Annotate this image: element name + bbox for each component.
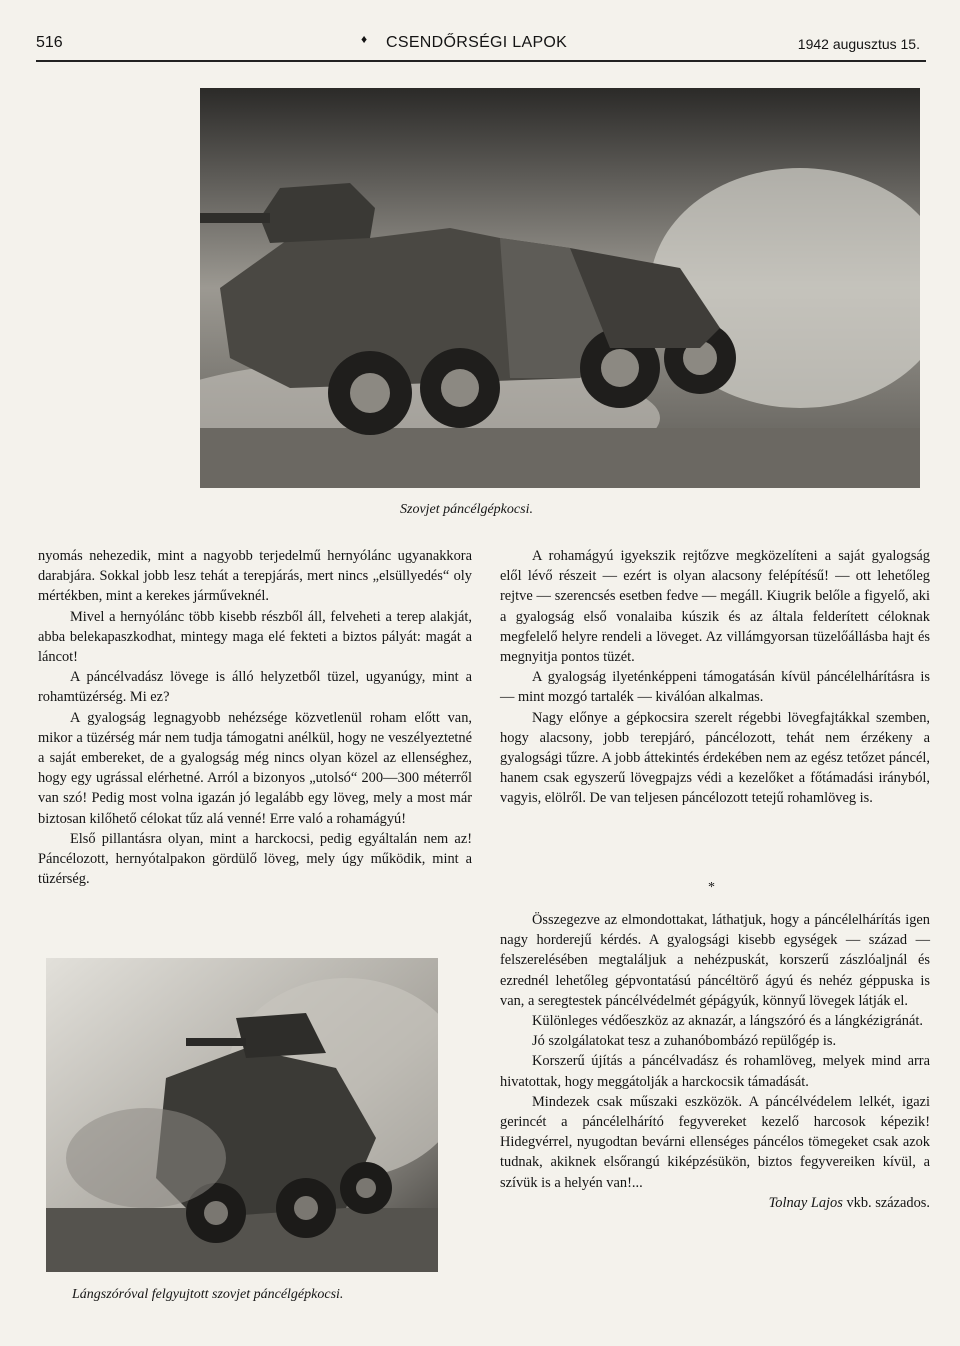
paragraph: Korszerű újítás a páncélvadász és rohamlöveg, melyek mind arra hivatottak, hogy meggátolják a harckocsik támadását. [500, 1053, 930, 1090]
burning-armored-car-photo [46, 958, 438, 1272]
paragraph: Mivel a hernyólánc több kisebb részből áll, felveheti a terep alakját, abba belekapaszkodhat, mintegy maga elé fekteti a biztos pályát: magát a láncot! [38, 608, 472, 666]
left-column [38, 546, 472, 889]
paragraph: A gyalogság ilyeténképpeni támogatásán kívül páncélelhárításra is — mint mozgó tartalék — kiválóan alkalmas. [500, 669, 930, 706]
burning-car-illustration [46, 958, 438, 1272]
paragraph: Mindezek csak műszaki eszközök. A páncélvédelem lelkét, igazi gerincét a páncélelhárító fegyvereket kezelő harcosok képezik! Hidegvérrel, nyugodtan bevárni ellenséges páncélos tömegeket csak azok tudnak, akiknek elsőrangú kiképzésükön, biztos fegyvereiken kívül, a szívük is a helyén van!... [500, 1093, 930, 1191]
right-column-top [500, 546, 930, 809]
armored-car-photo [200, 88, 920, 488]
paragraph: A rohamágyú igyekszik rejtőzve megközelíteni a saját gyalogság elől lévő részeit — ezért is olyan alacsony felépítésű! — ott lehetőleg rejtve — szerencsés esetben fedve — megáll. Kiugrik belőle a figyelő, aki a gyalogság első vonalaiba kúszik és az általa felderített céloknak megfelelő helyre rendeli a löveget. Az villámgyorsan tüzelőállásba hajt és megnyitja pontos tüzét. [500, 548, 930, 666]
header-rule [36, 60, 926, 62]
paragraph: A páncélvadász lövege is álló helyzetből tüzel, ugyanúgy, mint a rohamtüzérség. Mi ez? [38, 669, 472, 706]
paragraph: Jó szolgálatokat tesz a zuhanóbombázó repülőgép is. [532, 1033, 837, 1050]
author-rank: vkb. százados. [846, 1194, 930, 1211]
top-photo-caption: Szovjet páncélgépkocsi. [400, 502, 533, 517]
author-name: Tolnay Lajos [768, 1194, 843, 1211]
bottom-photo-caption: Lángszóróval felgyujtott szovjet páncélgépkocsi. [72, 1287, 344, 1302]
armored-car-illustration [200, 88, 920, 488]
paragraph: Nagy előnye a gépkocsira szerelt régebbi lövegfajtákkal szemben, hogy alacsony, jobb terepjáró, páncélozott, tehát nem érzékeny a gyalogsági tűzre. A jobb áttekintés érdekében nem az egész tetőzet páncél, hanem csak egyszerű lövegpajzs védi a kezelőket a főtámadási irányból, vagyis, elölről. De van teljesen páncélozott tetejű rohamlöveg is. [500, 709, 930, 807]
paragraph: Összegezve az elmondottakat, láthatjuk, hogy a páncélelhárítás igen nagy horderejű kérdés. A gyalogsági kisebb egységek — század — felszerelésében megtaláljuk a nehézpuskát, korszerű zászlóaljnál és ezrednél lehetőleg gépvontatású páncéltörő ágyú és nehéz géppuska is van, a seregtestek páncélvédelmét gépágyúk, könnyű lövegek látják el. [500, 912, 930, 1009]
author-signature [500, 1193, 930, 1213]
paragraph: Különleges védőeszköz az aknazár, a lángszóró és a lángkézigránát. [532, 1013, 923, 1030]
ornament-icon: ♦ [361, 32, 368, 46]
paragraph: A gyalogság legnagyobb nehézsége közvetlenül roham előtt van, mikor a tüzérség már nem tudja támogatni anélkül, hogy ne veszélyeztetné a saját embereket, de a gyalogság még nincs olyan közel az ellenséghez, hogy egy ugrással elérhetné. Arról a bizonyos „utolsó“ 200—300 méterről van szó! Pedig most volna igazán jó legalább egy löveg, mely a most már biztosan kilőhető célokat tűz alá venné! Erre való a rohamágyú! [38, 709, 472, 827]
paragraph: Első pillantásra olyan, mint a harckocsi, pedig egyáltalán nem az! Páncélozott, hernyótalpakon gördülő löveg, mely úgy működik, mint a tüzérség. [38, 830, 472, 888]
issue-date: 1942 augusztus 15. [797, 36, 920, 52]
paragraph: nyomás nehezedik, mint a nagyobb terjedelmű hernyólánc ugyanakkora darabjára. Sokkal jobb lesz tehát a terepjárás, mert nincs „elsüllyedés“ oly mértékben, mint a kerekes járműveknél. [38, 548, 472, 605]
page-header [36, 34, 926, 56]
right-column-bottom [500, 910, 930, 1213]
section-separator: * [708, 880, 715, 895]
page-number: 516 [36, 34, 63, 51]
journal-title: CSENDŐRSÉGI LAPOK [386, 34, 568, 51]
